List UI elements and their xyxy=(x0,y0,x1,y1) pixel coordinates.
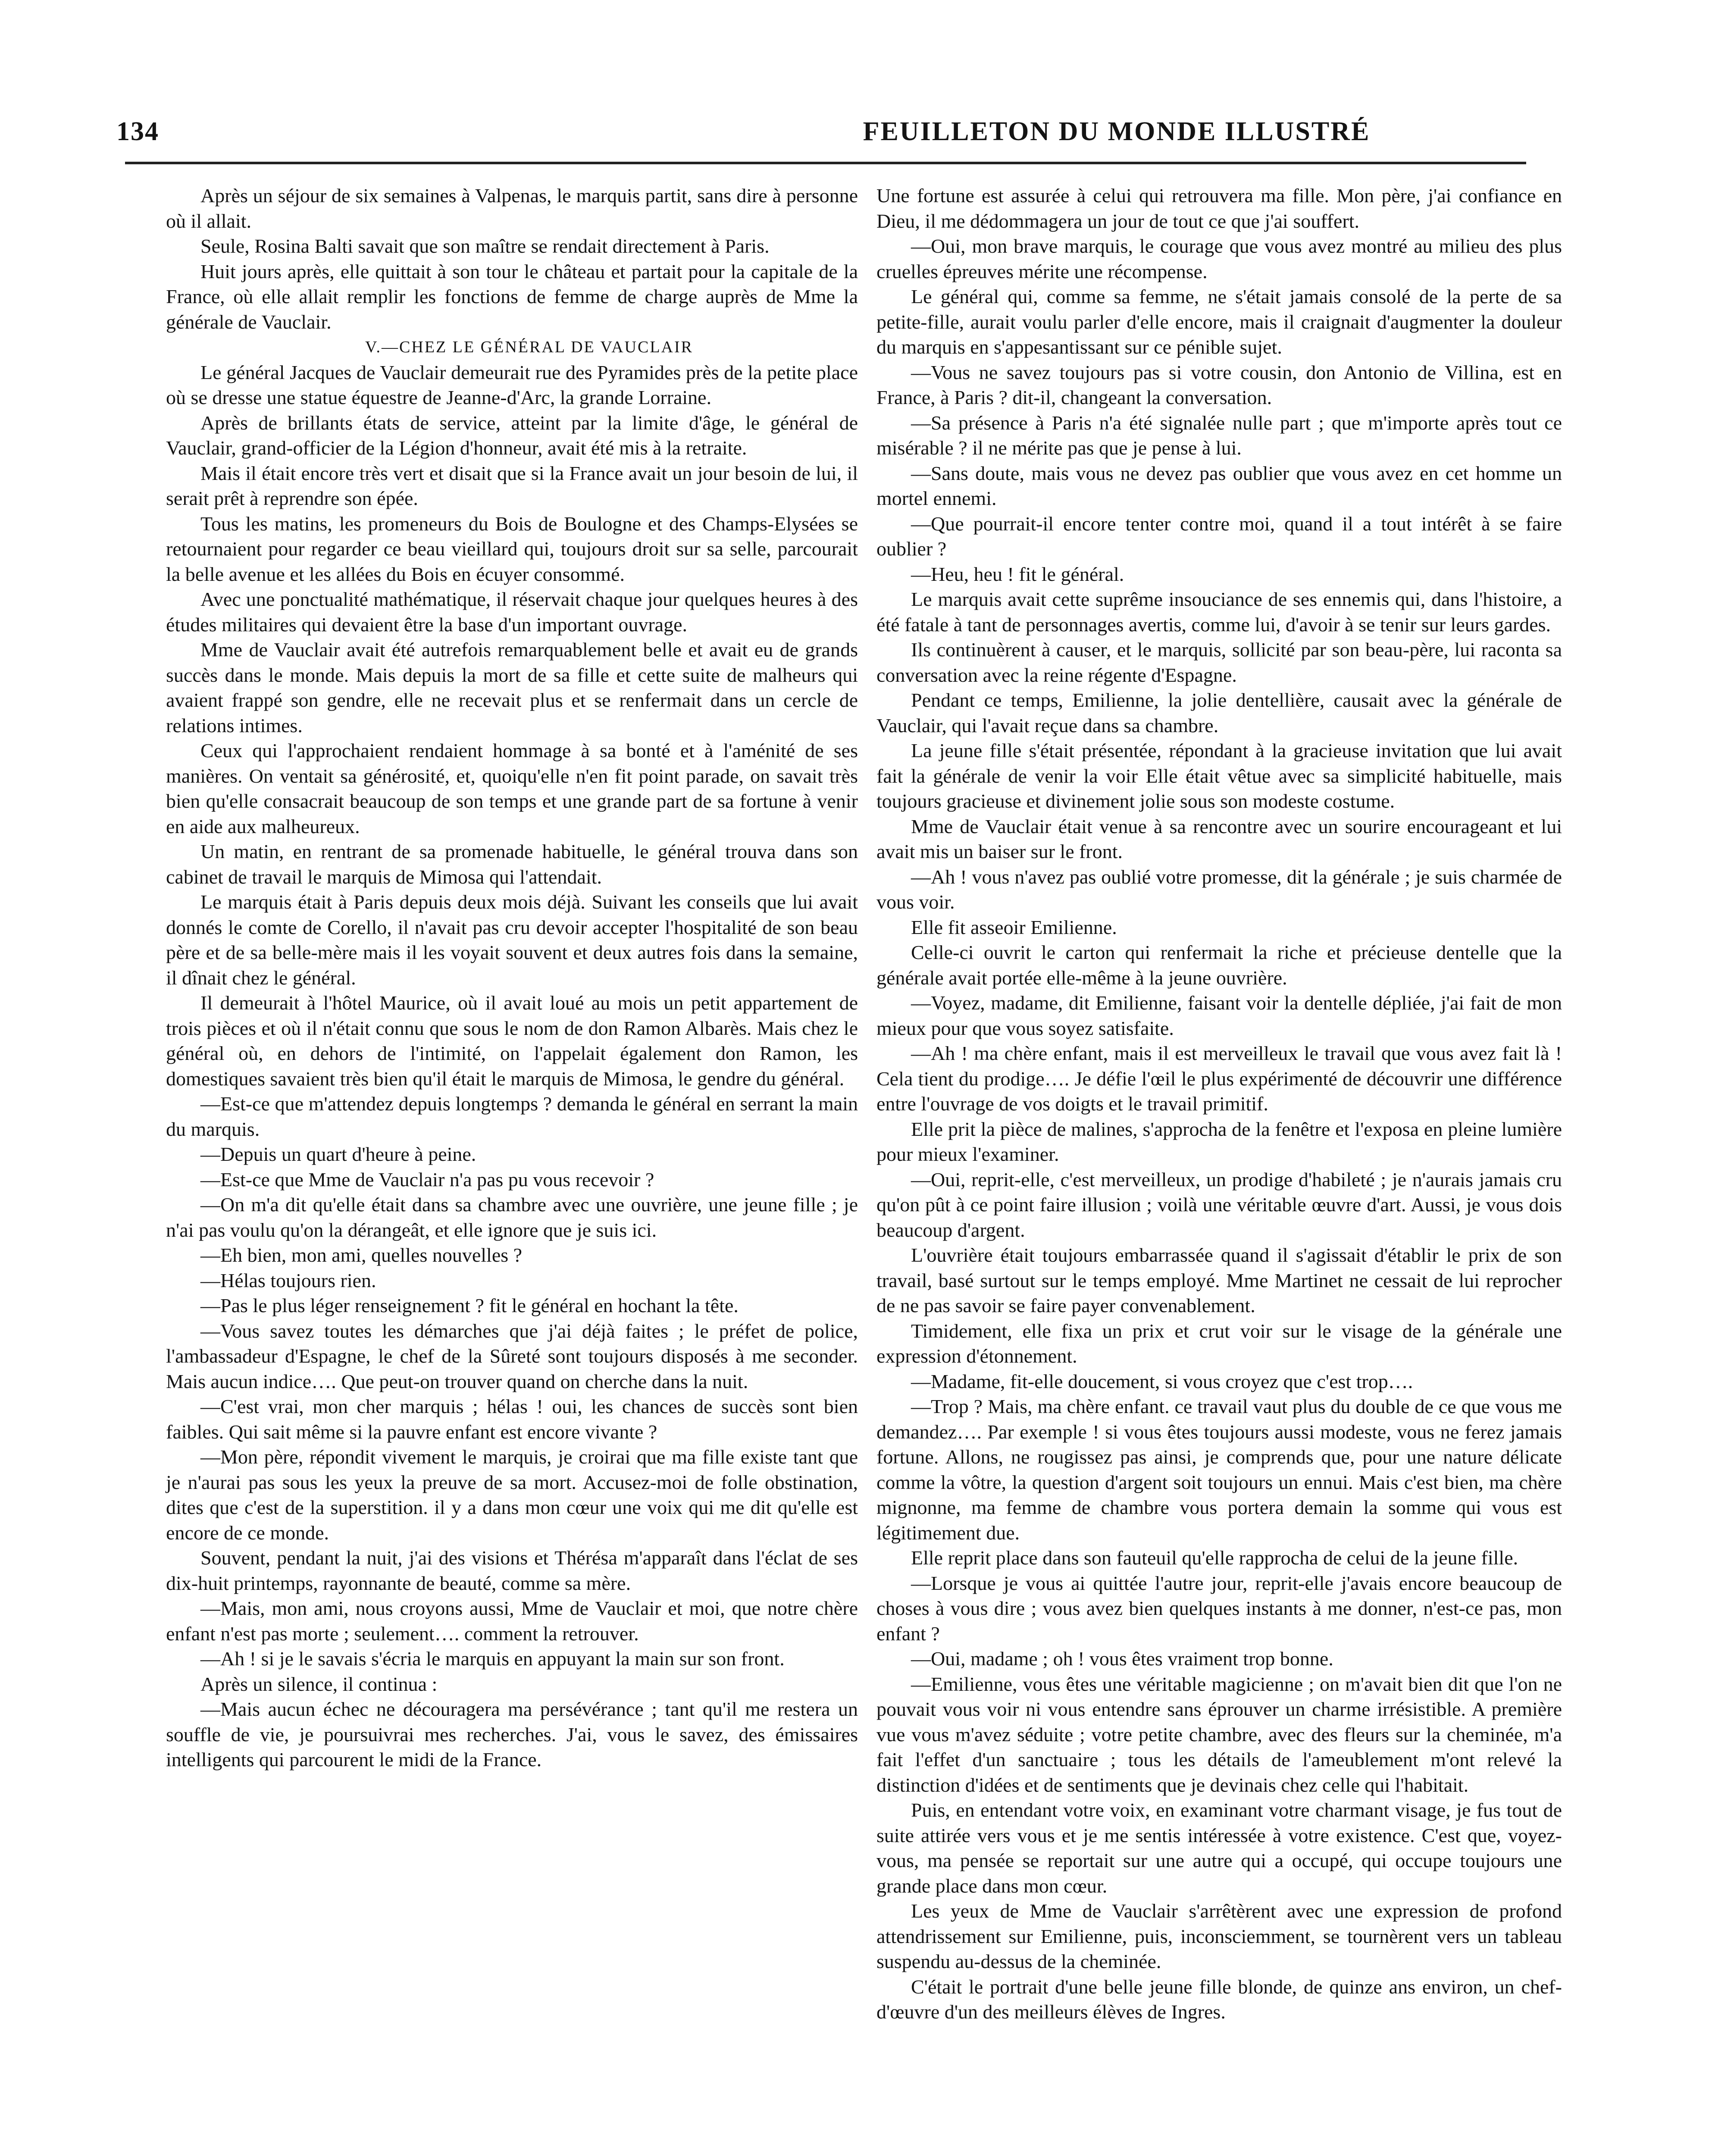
paragraph: Après un silence, il continua : xyxy=(200,1673,438,1695)
paragraph: —Voyez, madame, dit Emilienne, faisant voir la dentelle dépliée, j'ai fait de mon mieux pour que vous soyez satisfaite. xyxy=(876,992,1562,1039)
paragraph: —Sa présence à Paris n'a été signalée nulle part ; que m'importe après tout ce misérable ? il ne mérite pas que je pense à lui. xyxy=(876,411,1562,459)
paragraph: —Madame, fit-elle doucement, si vous croyez que c'est trop…. xyxy=(911,1370,1413,1392)
paragraph: —Ah ! ma chère enfant, mais il est merveilleux le travail que vous avez fait là ! Cela tient du prodige…. Je défie l'œil le plus expérimenté de découvrir une différence entre l'ouvrage de vos doigts et le travail primitif. xyxy=(876,1042,1562,1115)
paragraph: —Trop ? Mais, ma chère enfant. ce travail vaut plus du double de ce que vous me demandez…. Par exemple ! si vous êtes toujours aussi modeste, vous ne ferez jamais fortune. Allons, ne rougissez pas ainsi, je comprends que, pour une nature délicate comme la vôtre, la question d'argent soit toujours un ennui. Mais c'est bien, ma chère mignonne, ma femme de chambre vous portera demain la somme qui vous est légitimement due. xyxy=(876,1395,1562,1544)
paragraph: —Mais, mon ami, nous croyons aussi, Mme de Vauclair et moi, que notre chère enfant n'est pas morte ; seulement…. comment la retrouver. xyxy=(166,1597,858,1645)
paragraph: Après de brillants états de service, atteint par la limite d'âge, le général de Vauclair, grand-officier de la Légion d'honneur, avait été mis à la retraite. xyxy=(166,411,858,459)
paragraph: Une fortune est assurée à celui qui retrouvera ma fille. Mon père, j'ai confiance en Dieu, il me dédommagera un jour de tout ce que j'ai souffert. xyxy=(876,185,1562,232)
paragraph: —Pas le plus léger renseignement ? fit le général en hochant la tête. xyxy=(200,1294,739,1316)
paragraph: Après un séjour de six semaines à Valpenas, le marquis partit, sans dire à personne où il allait. xyxy=(166,185,858,232)
paragraph: Elle reprit place dans son fauteuil qu'elle rapprocha de celui de la jeune fille. xyxy=(911,1547,1518,1569)
paragraph: —Ah ! si je le savais s'écria le marquis en appuyant la main sur son front. xyxy=(200,1648,785,1670)
header-rule xyxy=(125,162,1526,164)
paragraph: Un matin, en rentrant de sa promenade habituelle, le général trouva dans son cabinet de travail le marquis de Mimosa qui l'attendait. xyxy=(166,840,858,888)
paragraph: —Mais aucun échec ne découragera ma persévérance ; tant qu'il me restera un souffle de vie, je poursuivrai mes recherches. J'ai, vous le savez, des émissaires intelligents qui parcourent le midi de la France. xyxy=(166,1698,858,1771)
paragraph: —Est-ce que m'attendez depuis longtemps ? demanda le général en serrant la main du marquis. xyxy=(166,1093,858,1140)
running-title: FEUILLETON DU MONDE ILLUSTRÉ xyxy=(863,117,1371,146)
paragraph: Pendant ce temps, Emilienne, la jolie dentellière, causait avec la générale de Vauclair, qui l'avait reçue dans sa chambre. xyxy=(876,689,1562,736)
paragraph: Elle prit la pièce de malines, s'approcha de la fenêtre et l'exposa en pleine lumière pour mieux l'examiner. xyxy=(876,1118,1562,1165)
right-column xyxy=(876,183,1562,2025)
paragraph: Il demeurait à l'hôtel Maurice, où il avait loué au mois un petit appartement de trois pièces et où il n'était connu que sous le nom de don Ramon Albarès. Mais chez le général où, en dehors de l'intimité, on l'appelait également don Ramon, les domestiques savaient très bien qu'il était le marquis de Mimosa, le gendre du général. xyxy=(166,992,858,1090)
paragraph: Mme de Vauclair avait été autrefois remarquablement belle et avait eu de grands succès dans le monde. Mais depuis la mort de sa fille et cette suite de malheurs qui avaient frappé son gendre, elle ne recevait plus et se renfermait dans un cercle de relations intimes. xyxy=(166,639,858,736)
paragraph: Mme de Vauclair était venue à sa rencontre avec un sourire encourageant et lui avait mis un baiser sur le front. xyxy=(876,815,1562,862)
paragraph: —Lorsque je vous ai quittée l'autre jour, reprit-elle j'avais encore beaucoup de choses à vous dire ; vous avez bien quelques instants à me donner, n'est-ce pas, mon enfant ? xyxy=(876,1572,1562,1645)
paragraph: Elle fit asseoir Emilienne. xyxy=(911,916,1117,938)
paragraph: —Emilienne, vous êtes une véritable magicienne ; on m'avait bien dit que l'on ne pouvait vous voir ni vous entendre sans éprouver un charme irrésistible. A première vue vous m'avez séduite ; votre petite chambre, avec des fleurs sur la cheminée, m'a fait l'effet d'un sanctuaire ; tous les détails de l'ameublement m'ont relevé la distinction d'idées et de sentiments que je devinais chez celle qui l'habitait. xyxy=(876,1673,1562,1796)
paragraph: —Eh bien, mon ami, quelles nouvelles ? xyxy=(200,1244,523,1266)
paragraph: —C'est vrai, mon cher marquis ; hélas ! oui, les chances de succès sont bien faibles. Qui sait même si la pauvre enfant est encore vivante ? xyxy=(166,1395,858,1443)
paragraph: —Sans doute, mais vous ne devez pas oublier que vous avez en cet homme un mortel ennemi. xyxy=(876,462,1562,509)
paragraph: Tous les matins, les promeneurs du Bois de Boulogne et des Champs-Elysées se retournaient pour regarder ce beau vieillard qui, toujours droit sur sa selle, parcourait la belle avenue et les allées du Bois en écuyer consommé. xyxy=(166,512,858,585)
paragraph: Timidement, elle fixa un prix et crut voir sur le visage de la générale une expression d'étonnement. xyxy=(876,1319,1562,1367)
paragraph: Huit jours après, elle quittait à son tour le château et partait pour la capitale de la France, où elle allait remplir les fonctions de femme de charge auprès de Mme la générale de Vauclair. xyxy=(166,260,858,333)
paragraph: Le marquis était à Paris depuis deux mois déjà. Suivant les conseils que lui avait donnés le comte de Corello, il n'avait pas cru devoir accepter l'hospitalité de son beau père et de sa belle-mère mais il les voyait souvent et deux autres fois dans la semaine, il dînait chez le général. xyxy=(166,891,858,989)
paragraph: Ils continuèrent à causer, et le marquis, sollicité par son beau-père, lui raconta sa conversation avec la reine régente d'Espagne. xyxy=(876,639,1562,686)
paragraph: Puis, en entendant votre voix, en examinant votre charmant visage, je fus tout de suite attirée vers vous et je me sentis intéressée à votre existence. C'est que, voyez-vous, ma pensée se reportait sur une autre qui a occupé, qui occupe toujours une grande place dans mon cœur. xyxy=(876,1799,1562,1897)
paragraph: —Heu, heu ! fit le général. xyxy=(911,563,1124,585)
paragraph: —Oui, mon brave marquis, le courage que vous avez montré au milieu des plus cruelles épreuves mérite une récompense. xyxy=(876,235,1562,282)
paragraph: C'était le portrait d'une belle jeune fille blonde, de quinze ans environ, un chef-d'œuvre d'un des meilleurs élèves de Ingres. xyxy=(876,1975,1562,2023)
left-column xyxy=(166,183,858,1773)
paragraph: —Que pourrait-il encore tenter contre moi, quand il a tout intérêt à se faire oublier ? xyxy=(876,512,1562,560)
paragraph: —Oui, madame ; oh ! vous êtes vraiment trop bonne. xyxy=(911,1648,1333,1670)
paragraph: Seule, Rosina Balti savait que son maître se rendait directement à Paris. xyxy=(200,235,770,257)
page-number: 134 xyxy=(116,117,159,146)
paragraph: Avec une ponctualité mathématique, il réservait chaque jour quelques heures à des études militaires qui devaient être la base d'un important ouvrage. xyxy=(166,588,858,636)
paragraph: —On m'a dit qu'elle était dans sa chambre avec une ouvrière, une jeune fille ; je n'ai pas voulu qu'on la dérangeât, et elle ignore que je suis ici. xyxy=(166,1194,858,1241)
paragraph: Souvent, pendant la nuit, j'ai des visions et Thérésa m'apparaît dans l'éclat de ses dix-huit printemps, rayonnante de beauté, comme sa mère. xyxy=(166,1547,858,1594)
section-title: V.—CHEZ LE GÉNÉRAL DE VAUCLAIR xyxy=(365,338,693,356)
paragraph: Le général qui, comme sa femme, ne s'était jamais consolé de la perte de sa petite-fille, aurait voulu parler d'elle encore, mais il craignait d'augmenter la douleur du marquis en s'appesantissant sur ce pénible sujet. xyxy=(876,285,1562,358)
paragraph: Ceux qui l'approchaient rendaient hommage à sa bonté et à l'aménité de ses manières. On ventait sa générosité, et, quoiqu'elle n'en fit point parade, on savait très bien qu'elle consacrait beaucoup de son temps et une grande part de sa fortune à venir en aide aux malheureux. xyxy=(166,740,858,837)
paragraph: —Vous savez toutes les démarches que j'ai déjà faites ; le préfet de police, l'ambassadeur d'Espagne, le chef de la Sûreté sont toujours disposés à me seconder. Mais aucun indice…. Que peut-on trouver quand on cherche dans la nuit. xyxy=(166,1319,858,1392)
paragraph: —Depuis un quart d'heure à peine. xyxy=(200,1143,476,1165)
paragraph: —Ah ! vous n'avez pas oublié votre promesse, dit la générale ; je suis charmée de vous voir. xyxy=(876,865,1562,913)
paragraph: —Oui, reprit-elle, c'est merveilleux, un prodige d'habileté ; je n'aurais jamais cru qu'on pût à ce point faire illusion ; voilà une véritable œuvre d'art. Aussi, je vous dois beaucoup d'argent. xyxy=(876,1168,1562,1241)
paragraph: —Hélas toujours rien. xyxy=(200,1269,376,1291)
paragraph: Le marquis avait cette suprême insouciance de ses ennemis qui, dans l'histoire, a été fatale à tant de personnages avertis, comme lui, d'avoir à se tenir sur leurs gardes. xyxy=(876,588,1562,636)
paragraph: —Est-ce que Mme de Vauclair n'a pas pu vous recevoir ? xyxy=(200,1168,654,1191)
paragraph: Celle-ci ouvrit le carton qui renfermait la riche et précieuse dentelle que la générale avait portée elle-même à la jeune ouvrière. xyxy=(876,941,1562,989)
page-header xyxy=(116,116,1552,151)
paragraph: —Vous ne savez toujours pas si votre cousin, don Antonio de Villina, est en France, à Paris ? dit-il, changeant la conversation. xyxy=(876,361,1562,408)
paragraph: Mais il était encore très vert et disait que si la France avait un jour besoin de lui, il serait prêt à reprendre son épée. xyxy=(166,462,858,509)
paragraph: Le général Jacques de Vauclair demeurait rue des Pyramides près de la petite place où se dresse une statue équestre de Jeanne-d'Arc, la grande Lorraine. xyxy=(166,361,858,408)
paragraph: La jeune fille s'était présentée, répondant à la gracieuse invitation que lui avait fait la générale de venir la voir Elle était vêtue avec sa simplicité habituelle, mais toujours gracieuse et divinement jolie sous son modeste costume. xyxy=(876,740,1562,812)
paragraph: —Mon père, répondit vivement le marquis, je croirai que ma fille existe tant que je n'aurai pas sous les yeux la preuve de sa mort. Accusez-moi de folle obstination, dites que c'est de la superstition. il y a dans mon cœur une voix qui me dit qu'elle est encore de ce monde. xyxy=(166,1446,858,1544)
paragraph: L'ouvrière était toujours embarrassée quand il s'agissait d'établir le prix de son travail, basé surtout sur le temps employé. Mme Martinet ne cessait de lui reprocher de ne pas savoir se faire payer convenablement. xyxy=(876,1244,1562,1316)
paragraph: Les yeux de Mme de Vauclair s'arrêtèrent avec une expression de profond attendrissement sur Emilienne, puis, inconsciemment, se tournèrent vers un tableau suspendu au-dessus de la cheminée. xyxy=(876,1900,1562,1972)
